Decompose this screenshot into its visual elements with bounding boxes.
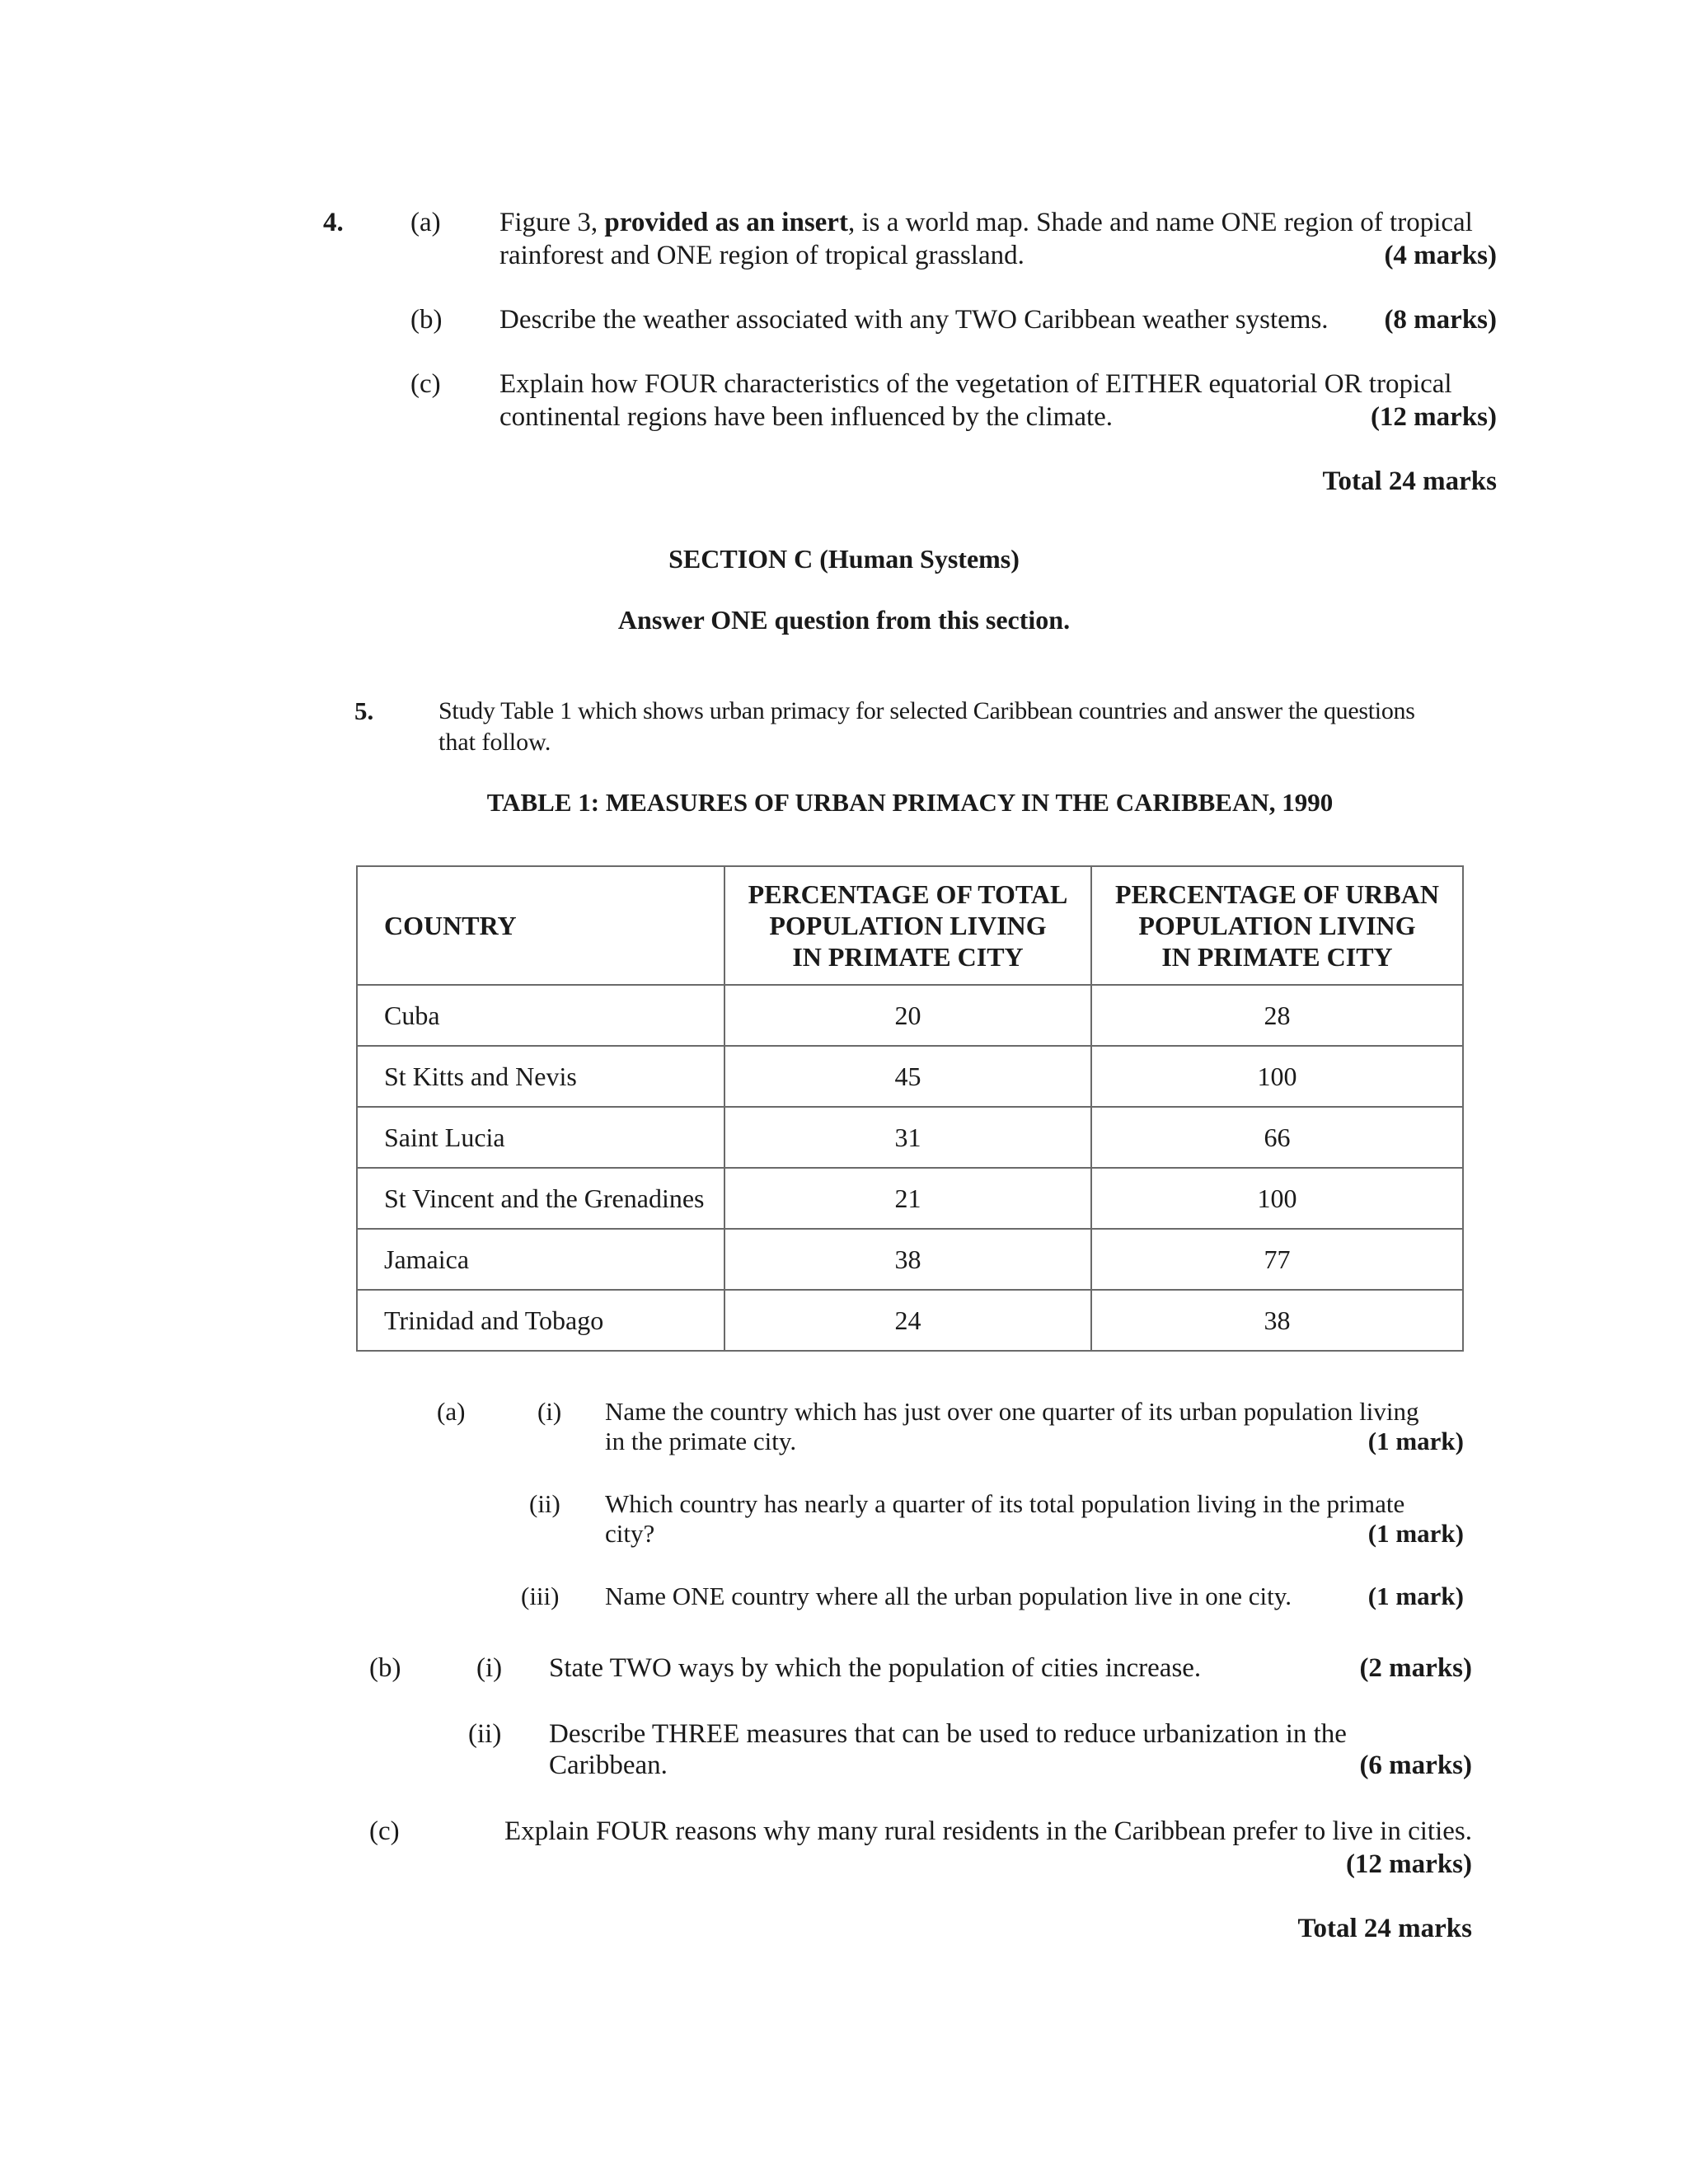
q5-a-i-line1: Name the country which has just over one quarter of its urban population living	[605, 1397, 1419, 1426]
q5-a-ii-line1: Which country has nearly a quarter of its total population living in the primate	[605, 1489, 1405, 1518]
table-row	[357, 1229, 1463, 1290]
cell-country: Cuba	[357, 985, 724, 1046]
header-percent-urban-line2: POPULATION LIVING	[1138, 911, 1416, 940]
cell-country: Saint Lucia	[357, 1107, 724, 1168]
q4-a-marks: (4 marks)	[1384, 241, 1497, 270]
q5-b-ii-label: (ii)	[468, 1719, 502, 1749]
cell-urban: 100	[1091, 1168, 1463, 1229]
cell-urban: 77	[1091, 1229, 1463, 1290]
q5-b-ii-marks: (6 marks)	[1359, 1750, 1472, 1780]
q5-b-ii-line2-text: Caribbean.	[549, 1750, 668, 1780]
q4-a-text-pre: Figure 3,	[499, 208, 605, 237]
q5-b-i-marks: (2 marks)	[1359, 1653, 1472, 1683]
cell-country: St Vincent and the Grenadines	[357, 1168, 724, 1229]
q5-a-i-line2	[605, 1426, 1464, 1457]
header-percent-total	[724, 866, 1091, 985]
q5-a-ii-label: (ii)	[529, 1489, 560, 1518]
cell-total: 21	[724, 1168, 1091, 1229]
cell-total: 24	[724, 1290, 1091, 1351]
q5-b-i-text: State TWO ways by which the population of cities increase.	[549, 1653, 1202, 1683]
cell-urban: 38	[1091, 1290, 1463, 1351]
cell-country: St Kitts and Nevis	[357, 1046, 724, 1107]
table-row	[357, 1107, 1463, 1168]
question-4-number: 4.	[323, 208, 344, 237]
cell-urban: 66	[1091, 1107, 1463, 1168]
q5-a-label: (a)	[437, 1397, 466, 1426]
q5-c-marks: (12 marks)	[1345, 1849, 1472, 1879]
table-row	[357, 985, 1463, 1046]
table-row	[357, 1046, 1463, 1107]
cell-total: 38	[724, 1229, 1091, 1290]
q4-a-text-bold: provided as an insert	[604, 208, 848, 237]
q4-b-label: (b)	[410, 305, 443, 335]
table-row	[357, 1290, 1463, 1351]
header-percent-total-line3: IN PRIMATE CITY	[792, 942, 1024, 972]
header-percent-urban	[1091, 866, 1463, 985]
q5-a-iii-line	[605, 1581, 1464, 1612]
q5-a-i-marks: (1 mark)	[1367, 1427, 1464, 1455]
cell-total: 31	[724, 1107, 1091, 1168]
section-c-title: SECTION C (Human Systems)	[668, 544, 1020, 574]
q5-b-i-line	[549, 1652, 1472, 1685]
urban-primacy-table	[356, 865, 1464, 1352]
q5-b-ii-line1: Describe THREE measures that can be used to reduce urbanization in the	[549, 1719, 1347, 1749]
q4-c-line2	[499, 401, 1497, 434]
cell-urban: 28	[1091, 985, 1463, 1046]
q5-b-ii-line2	[549, 1749, 1472, 1782]
q5-a-ii-line2	[605, 1518, 1464, 1549]
q4-b-text: Describe the weather associated with any TWO Caribbean weather systems.	[499, 305, 1329, 335]
q4-c-line1: Explain how FOUR characteristics of the vegetation of EITHER equatorial OR tropical	[499, 369, 1452, 399]
table-header-row	[357, 866, 1463, 985]
q4-total: Total 24 marks	[1322, 466, 1497, 496]
q5-intro-line1: Study Table 1 which shows urban primacy for selected Caribbean countries and answer the questions	[438, 697, 1415, 724]
q5-a-iii-marks: (1 mark)	[1367, 1582, 1464, 1610]
q5-a-ii-line2-text: city?	[605, 1519, 655, 1548]
q4-b-line	[499, 303, 1497, 336]
cell-country: Jamaica	[357, 1229, 724, 1290]
q4-a-line2	[499, 239, 1497, 272]
cell-country: Trinidad and Tobago	[357, 1290, 724, 1351]
q5-total: Total 24 marks	[1297, 1914, 1472, 1943]
q5-a-iii-text: Name ONE country where all the urban population live in one city.	[605, 1582, 1292, 1610]
cell-total: 45	[724, 1046, 1091, 1107]
q5-a-i-line2-text: in the primate city.	[605, 1427, 797, 1455]
q5-c-text: Explain FOUR reasons why many rural residents in the Caribbean prefer to live in cities.	[504, 1816, 1472, 1846]
q4-c-label: (c)	[410, 369, 441, 399]
cell-total: 20	[724, 985, 1091, 1046]
header-percent-urban-line3: IN PRIMATE CITY	[1161, 942, 1393, 972]
q4-a-line1	[499, 206, 1497, 239]
question-5-number: 5.	[354, 696, 374, 725]
q4-a-line2-text: rainforest and ONE region of tropical grassland.	[499, 241, 1025, 270]
q5-a-iii-label: (iii)	[521, 1582, 560, 1610]
q5-a-ii-marks: (1 mark)	[1367, 1519, 1464, 1548]
header-percent-total-line1: PERCENTAGE OF TOTAL	[748, 879, 1068, 909]
cell-urban: 100	[1091, 1046, 1463, 1107]
q4-b-marks: (8 marks)	[1384, 305, 1497, 335]
header-percent-total-line2: POPULATION LIVING	[769, 911, 1047, 940]
table-1-title: TABLE 1: MEASURES OF URBAN PRIMACY IN THE CARIBBEAN, 1990	[486, 788, 1334, 817]
header-percent-urban-line1: PERCENTAGE OF URBAN	[1115, 879, 1439, 909]
section-c-instruction: Answer ONE question from this section.	[617, 605, 1071, 635]
q5-c-label: (c)	[369, 1816, 400, 1846]
q5-intro-line2: that follow.	[438, 729, 551, 756]
q5-b-i-label: (i)	[476, 1653, 503, 1683]
q4-c-line2-text: continental regions have been influenced by the climate.	[499, 402, 1114, 432]
q4-c-marks: (12 marks)	[1370, 402, 1497, 432]
q5-b-label: (b)	[369, 1653, 401, 1683]
q4-a-text-post: , is a world map. Shade and name ONE region of tropical	[847, 208, 1473, 237]
q4-a-label: (a)	[410, 208, 441, 237]
table-row	[357, 1168, 1463, 1229]
header-country: COUNTRY	[357, 866, 724, 985]
q5-a-i-label: (i)	[537, 1397, 562, 1426]
